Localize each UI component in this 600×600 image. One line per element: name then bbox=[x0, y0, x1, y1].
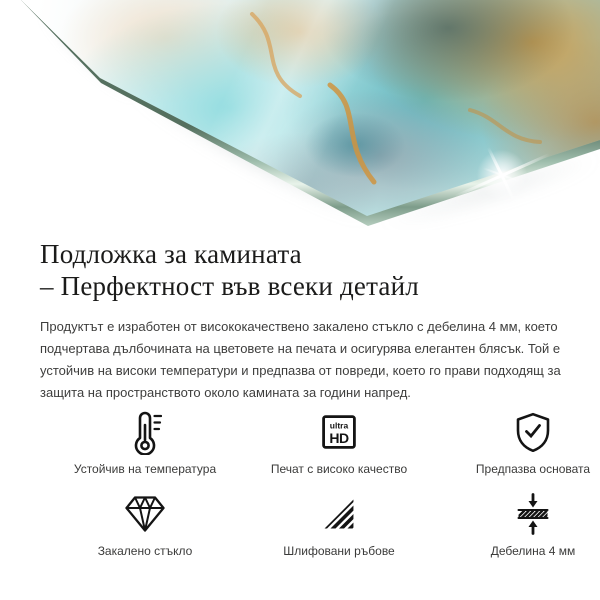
thickness-4mm-icon bbox=[515, 490, 551, 538]
page-title-line-1: Подложка за камината bbox=[40, 239, 302, 269]
svg-text:HD: HD bbox=[329, 430, 349, 446]
product-photo bbox=[0, 0, 600, 230]
polished-edges-icon bbox=[322, 490, 356, 538]
feature-temperature-resistant bbox=[48, 408, 242, 476]
feature-thickness bbox=[436, 490, 600, 558]
svg-text:ultra: ultra bbox=[329, 420, 349, 431]
feature-print-quality bbox=[242, 408, 436, 476]
thermometer-icon bbox=[128, 408, 162, 456]
feature-label: Предпазва основата bbox=[475, 462, 591, 476]
shield-check-icon bbox=[515, 408, 551, 456]
feature-protects-base bbox=[436, 408, 600, 476]
feature-label: Дебелина 4 мм bbox=[490, 544, 576, 558]
product-description-section bbox=[0, 230, 600, 558]
page-title bbox=[40, 238, 600, 302]
feature-label: Закалено стъкло bbox=[97, 544, 193, 558]
page-title-line-2: – Перфектност във всеки детайл bbox=[40, 271, 419, 301]
feature-polished-edges bbox=[242, 490, 436, 558]
feature-label: Шлифовани ръбове bbox=[283, 544, 395, 558]
ultra-hd-icon bbox=[322, 408, 356, 456]
feature-grid bbox=[48, 408, 600, 558]
feature-label: Печат с високо качество bbox=[270, 462, 408, 476]
diamond-icon bbox=[124, 490, 166, 538]
feature-tempered-glass bbox=[48, 490, 242, 558]
feature-label: Устойчив на температура bbox=[73, 462, 217, 476]
product-description-text: Продуктът е изработен от висококачествено закалено стъкло с дебелина 4 мм, което подчертава дълбочината на цветовете на печата и осигурява елегантен блясък. Той е устойчив на високи температури и предпазва от повреди, което го прави подходящ за защита на пространството около камината за години напред. bbox=[40, 319, 561, 400]
